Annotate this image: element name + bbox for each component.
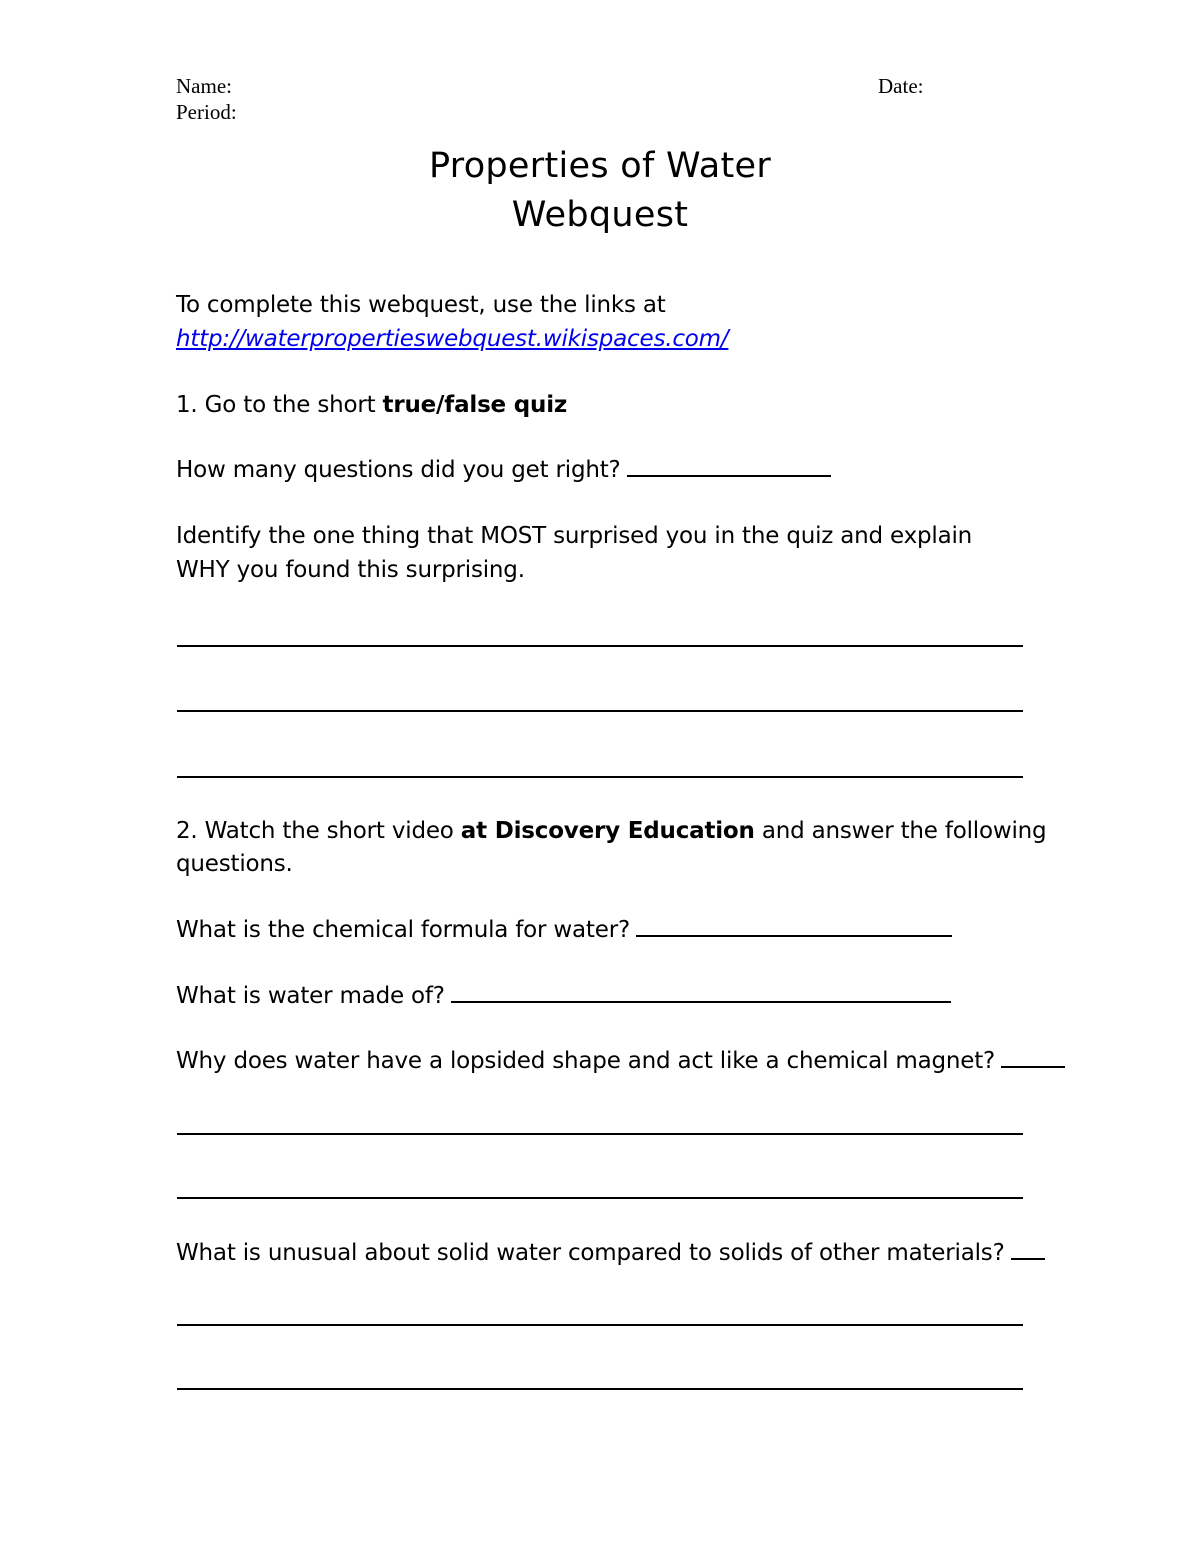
section2-prefix: 2. Watch the short video	[176, 818, 461, 844]
answer-line[interactable]	[177, 1197, 1023, 1199]
answer-blank-2-4[interactable]	[1011, 1257, 1045, 1260]
question-2-4	[176, 1240, 1045, 1266]
question-2-2	[176, 983, 951, 1009]
question-1-2-line1: Identify the one thing that MOST surprised you in the quiz and explain	[176, 523, 973, 549]
question-2-2-text: What is water made of?	[176, 983, 445, 1009]
section2-suffix: and answer the following	[754, 818, 1047, 844]
answer-line[interactable]	[177, 710, 1023, 712]
intro-link-container	[176, 326, 728, 352]
answer-line[interactable]	[177, 776, 1023, 778]
webquest-link[interactable]: http://waterpropertieswebquest.wikispaces.com/	[176, 326, 729, 352]
section1-heading	[176, 392, 567, 418]
date-label: Date:	[878, 74, 924, 98]
period-label: Period:	[176, 100, 237, 124]
answer-blank-2-3[interactable]	[1001, 1065, 1065, 1068]
answer-line[interactable]	[177, 1388, 1023, 1390]
intro-text: To complete this webquest, use the links at	[176, 292, 666, 318]
question-1-1	[176, 457, 831, 483]
question-2-3	[176, 1048, 1065, 1074]
discovery-education-label: at Discovery Education	[460, 818, 755, 844]
question-2-3-text: Why does water have a lopsided shape and act like a chemical magnet?	[176, 1048, 996, 1074]
section2-heading-line2: questions.	[176, 851, 293, 877]
page-subtitle: Webquest	[511, 195, 689, 235]
question-2-1-text: What is the chemical formula for water?	[176, 917, 630, 943]
answer-line[interactable]	[177, 1133, 1023, 1135]
true-false-quiz-label: true/false quiz	[382, 392, 568, 418]
question-2-4-text: What is unusual about solid water compared to solids of other materials?	[176, 1240, 1005, 1266]
name-label: Name:	[176, 74, 232, 98]
section1-prefix: 1. Go to the short	[176, 392, 383, 418]
page-title: Properties of Water	[428, 146, 772, 186]
question-2-1	[176, 917, 952, 943]
answer-line[interactable]	[177, 645, 1023, 647]
question-1-2-line2: WHY you found this surprising.	[176, 557, 525, 583]
answer-blank-2-1[interactable]	[636, 934, 952, 937]
answer-line[interactable]	[177, 1324, 1023, 1326]
answer-blank-2-2[interactable]	[451, 1000, 951, 1003]
answer-blank-1-1[interactable]	[627, 474, 831, 477]
section2-heading	[176, 818, 1046, 844]
question-1-1-text: How many questions did you get right?	[176, 457, 621, 483]
